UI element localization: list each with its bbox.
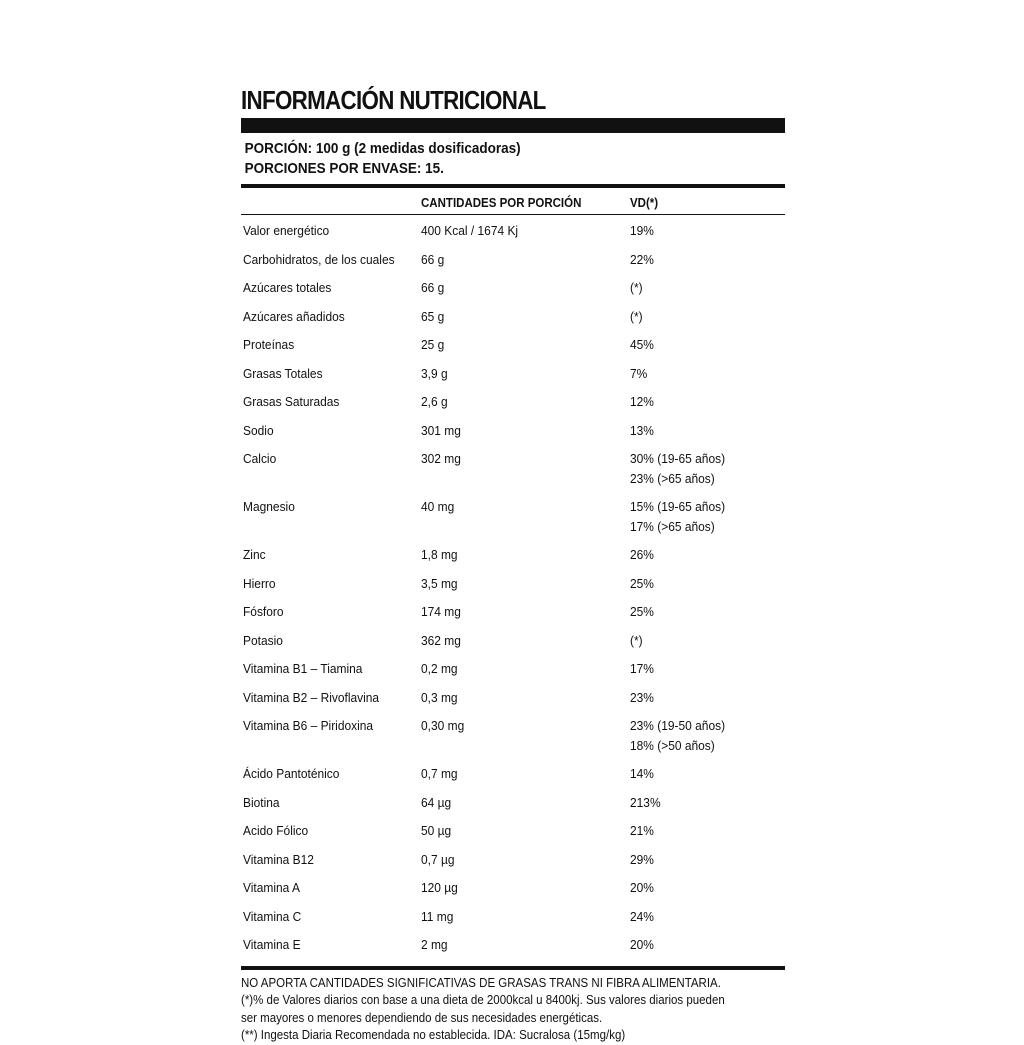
nutrient-name: Magnesio [243, 499, 295, 514]
table-row [241, 362, 785, 391]
nutrient-dv: (*) [630, 280, 643, 295]
nutrient-name: Azúcares añadidos [243, 308, 345, 324]
nutrient-dv: 26% [630, 547, 654, 562]
nutrient-dv-secondary: 18% (>50 años) [630, 737, 715, 753]
nutrient-dv: 12% [630, 394, 654, 409]
table-row [241, 419, 785, 448]
nutrient-name: Proteínas [243, 337, 295, 352]
nutrient-name: Vitamina E [243, 937, 301, 952]
table-header [241, 188, 785, 214]
footnote-daily-values-cont: ser mayores o menores dependiendo de sus necesidades energéticas. [241, 1010, 603, 1025]
nutrient-name: Vitamina B1 – Tiamina [243, 661, 363, 676]
nutrient-amount: 2,6 g [421, 394, 448, 409]
nutrient-name: Vitamina B12 [243, 851, 314, 867]
nutrient-dv: 19% [630, 223, 654, 238]
nutrient-table [241, 219, 785, 962]
nutrient-name: Vitamina B2 – Rivoflavina [243, 689, 380, 705]
page-title: INFORMACIÓN NUTRICIONAL [241, 85, 546, 115]
nutrient-dv: 14% [630, 766, 654, 781]
nutrient-amount: 0,7 µg [421, 851, 455, 867]
nutrient-amount: 50 µg [421, 823, 452, 838]
nutrient-dv: 20% [630, 880, 654, 895]
nutrient-amount: 301 mg [421, 422, 461, 438]
table-row [241, 447, 785, 495]
nutrient-dv: 29% [630, 851, 654, 867]
nutrient-dv-secondary: 23% (>65 años) [630, 470, 715, 486]
footnote-trans-fat: NO APORTA CANTIDADES SIGNIFICATIVAS DE GRASAS TRANS NI FIBRA ALIMENTARIA. [241, 975, 721, 990]
nutrient-dv: 30% (19-65 años) [630, 451, 726, 466]
nutrient-dv: 24% [630, 908, 654, 924]
nutrient-name: Vitamina B6 – Piridoxina [243, 718, 374, 733]
nutrient-dv-secondary: 17% (>65 años) [630, 518, 715, 534]
nutrient-amount: 174 mg [421, 604, 461, 619]
table-row [241, 791, 785, 820]
table-row [241, 305, 785, 334]
nutrient-name: Ácido Pantoténico [243, 766, 340, 781]
table-row [241, 248, 785, 277]
nutrient-dv: (*) [630, 308, 643, 324]
portion-size: PORCIÓN: 100 g (2 medidas dosificadoras) [244, 140, 521, 157]
nutrient-amount: 0,3 mg [421, 689, 458, 705]
header-amount: CANTIDADES POR PORCIÓN [421, 196, 582, 210]
nutrient-dv: 20% [630, 937, 654, 952]
table-row [241, 848, 785, 877]
table-row [241, 762, 785, 791]
nutrition-facts-panel [241, 84, 785, 1045]
table-row [241, 714, 785, 762]
table-row [241, 219, 785, 248]
nutrient-dv: 25% [630, 575, 654, 591]
nutrient-dv: (*) [630, 632, 643, 648]
table-row [241, 333, 785, 362]
nutrient-name: Carbohidratos, de los cuales [243, 251, 395, 267]
table-row [241, 572, 785, 601]
nutrient-name: Biotina [243, 794, 280, 810]
header-dv: VD(*) [630, 196, 659, 210]
title-divider [241, 118, 785, 133]
nutrient-name: Potasio [243, 632, 283, 648]
footnotes [241, 975, 785, 1045]
table-row [241, 390, 785, 419]
table-row [241, 600, 785, 629]
nutrient-amount: 64 µg [421, 794, 452, 810]
table-bottom-divider [241, 966, 785, 970]
nutrient-amount: 25 g [421, 337, 445, 352]
nutrient-name: Zinc [243, 547, 266, 562]
nutrient-name: Grasas Totales [243, 365, 323, 381]
nutrient-dv: 22% [630, 251, 654, 267]
portion-info [241, 139, 731, 179]
table-row [241, 657, 785, 686]
nutrient-dv: 15% (19-65 años) [630, 499, 726, 514]
nutrient-name: Valor energético [243, 223, 330, 238]
nutrient-amount: 362 mg [421, 632, 461, 648]
nutrient-amount: 65 g [421, 308, 445, 324]
nutrient-amount: 40 mg [421, 499, 455, 514]
table-row [241, 629, 785, 658]
table-row [241, 543, 785, 572]
nutrient-dv: 23% (19-50 años) [630, 718, 726, 733]
nutrient-amount: 66 g [421, 280, 445, 295]
nutrient-amount: 2 mg [421, 937, 448, 952]
nutrient-dv: 17% [630, 661, 654, 676]
table-row [241, 905, 785, 934]
footnote-daily-values: (*)% de Valores diarios con base a una dieta de 2000kcal u 8400kj. Sus valores diarios pueden [241, 993, 725, 1007]
nutrient-amount: 1,8 mg [421, 547, 458, 562]
nutrient-amount: 0,2 mg [421, 661, 458, 676]
nutrient-amount: 0,7 mg [421, 766, 458, 781]
nutrient-amount: 302 mg [421, 451, 461, 466]
nutrient-amount: 66 g [421, 251, 445, 267]
nutrient-amount: 3,9 g [421, 365, 448, 381]
nutrient-dv: 13% [630, 422, 654, 438]
nutrient-dv: 45% [630, 337, 654, 352]
nutrient-name: Calcio [243, 451, 277, 466]
nutrient-dv: 213% [630, 794, 661, 810]
footnote-idr: (**) Ingesta Diaria Recomendada no establecida. IDA: Sucralosa (15mg/kg) [241, 1028, 626, 1042]
table-row [241, 276, 785, 305]
nutrient-name: Sodio [243, 422, 274, 438]
nutrient-amount: 120 µg [421, 880, 458, 895]
table-row [241, 686, 785, 715]
nutrient-name: Acido Fólico [243, 823, 309, 838]
nutrient-name: Vitamina A [243, 880, 300, 895]
nutrient-dv: 23% [630, 689, 654, 705]
nutrient-amount: 400 Kcal / 1674 Kj [421, 223, 519, 238]
nutrient-name: Azúcares totales [243, 280, 332, 295]
nutrient-amount: 11 mg [421, 908, 454, 924]
table-row [241, 495, 785, 543]
nutrient-name: Hierro [243, 575, 276, 591]
header-divider [241, 214, 785, 215]
nutrient-name: Fósforo [243, 604, 284, 619]
table-row [241, 819, 785, 848]
table-row [241, 933, 785, 962]
nutrient-dv: 7% [630, 365, 648, 381]
nutrient-dv: 21% [630, 823, 654, 838]
nutrient-dv: 25% [630, 604, 654, 619]
nutrient-amount: 0,30 mg [421, 718, 465, 733]
servings-per-container: PORCIONES POR ENVASE: 15. [244, 160, 444, 177]
nutrient-name: Grasas Saturadas [243, 394, 340, 409]
nutrient-name: Vitamina C [243, 908, 302, 924]
table-row [241, 876, 785, 905]
nutrient-amount: 3,5 mg [421, 575, 458, 591]
